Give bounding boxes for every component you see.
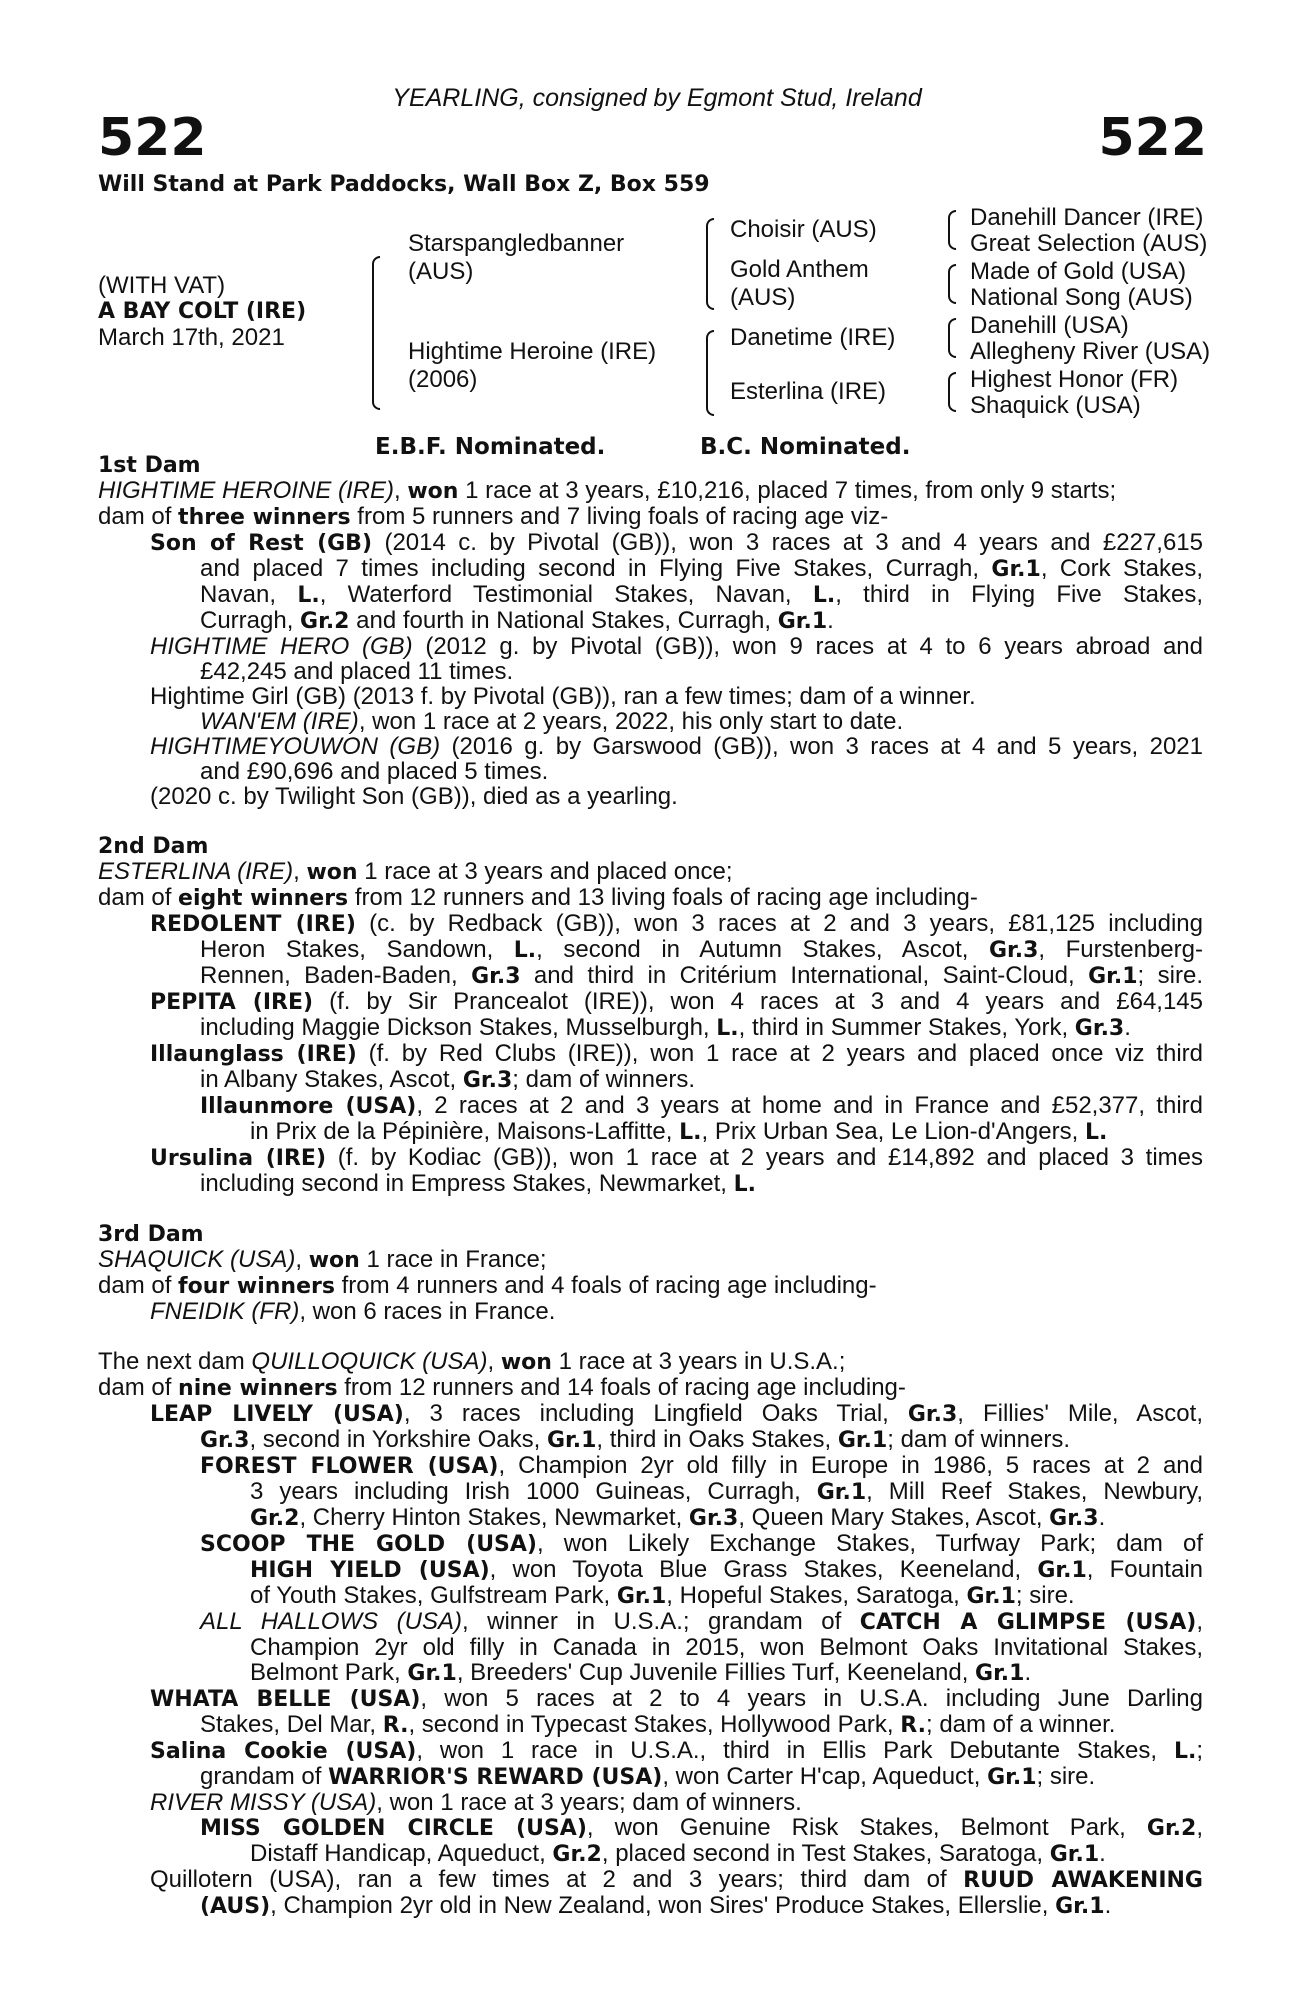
redolent-b: Heron Stakes, Sandown, L., second in Autumn Stakes, Ascot, Gr.3, Furstenberg- (200, 936, 1203, 963)
illaunmore: Illaunmore (USA), 2 races at 2 and 3 years at home and in France and £52,377, third (200, 1092, 1203, 1119)
whata-belle: WHATA BELLE (USA), won 5 races at 2 to 4 years in U.S.A. including June Darling (150, 1685, 1203, 1712)
forest-flower-c: Gr.2, Cherry Hinton Stakes, Newmarket, Gr.3, Queen Mary Stakes, Ascot, Gr.3. (250, 1504, 1106, 1531)
dam-name: Hightime Heroine (IRE) (408, 338, 657, 365)
catch-a-glimpse-b: Belmont Park, Gr.1, Breeders' Cup Juvenile Fillies Turf, Keeneland, Gr.1. (250, 1659, 1032, 1686)
redolent: REDOLENT (IRE) (c. by Redback (GB)), won 3 races at 2 and 3 years, £81,125 including (150, 910, 1204, 937)
illaunglass: Illaunglass (IRE) (f. by Red Clubs (IRE)), won 1 race at 2 years and placed once viz third (150, 1040, 1204, 1067)
produce-3b: WAN'EM (IRE), won 1 race at 2 years, 2022, his only start to date. (200, 708, 904, 735)
third-dam-heading: 3rd Dam (98, 1222, 204, 1247)
g3-8: Shaquick (USA) (970, 392, 1141, 419)
sire-dam-name: Gold Anthem (730, 256, 869, 283)
brace-g3-4 (948, 372, 956, 412)
ursulina: Ursulina (IRE) (f. by Kodiac (GB)), won 1 race at 2 years and £14,892 and placed 3 times (150, 1144, 1204, 1171)
third-dam-produce: dam of four winners from 4 runners and 4 foals of racing age including- (98, 1272, 877, 1299)
catalogue-text (98, 453, 1203, 1919)
third-dam-line: SHAQUICK (USA), won 1 race in France; (98, 1246, 547, 1273)
sire-country: (AUS) (408, 258, 474, 285)
lot-number-left: 522 (98, 108, 207, 168)
vat-note: (WITH VAT) (98, 272, 226, 299)
g3-4: National Song (AUS) (970, 284, 1193, 311)
dam-dam: Esterlina (IRE) (730, 378, 887, 405)
g3-3: Made of Gold (USA) (970, 258, 1187, 285)
produce-4b: and £90,696 and placed 5 times. (200, 758, 549, 785)
ursulina-b: including second in Empress Stakes, Newmarket, L. (200, 1170, 756, 1197)
horse-name: A BAY COLT (IRE) (98, 299, 307, 324)
g3-6: Allegheny River (USA) (970, 338, 1211, 365)
bc-nomination: B.C. Nominated. (700, 434, 911, 460)
sire-dam-country: (AUS) (730, 284, 796, 311)
brace-g3-3 (948, 318, 956, 358)
produce-2b: £42,245 and placed 11 times. (200, 658, 514, 685)
miss-golden-circle: MISS GOLDEN CIRCLE (USA), won Genuine Risk Stakes, Belmont Park, Gr.2, (200, 1814, 1203, 1841)
produce-5: (2020 c. by Twilight Son (GB)), died as a yearling. (150, 783, 678, 810)
high-yield-b: of Youth Stakes, Gulfstream Park, Gr.1, Hopeful Stakes, Saratoga, Gr.1; sire. (250, 1582, 1075, 1609)
lot-number-right: 522 (1098, 108, 1207, 168)
redolent-c: Rennen, Baden-Baden, Gr.3 and third in Critérium International, Saint-Cloud, Gr.1; sire. (200, 962, 1203, 989)
produce-1d: Curragh, Gr.2 and fourth in National Stakes, Curragh, Gr.1. (200, 607, 834, 634)
dam-year: (2006) (408, 366, 478, 393)
illaunmore-b: in Prix de la Pépinière, Maisons-Laffitte, L., Prix Urban Sea, Le Lion-d'Angers, L. (250, 1118, 1108, 1145)
sire-name: Starspangledbanner (408, 230, 625, 257)
stand-location: Will Stand at Park Paddocks, Wall Box Z, Box 559 (98, 172, 710, 197)
brace-sire (706, 218, 714, 310)
forest-flower-b: 3 years including Irish 1000 Guineas, Curragh, Gr.1, Mill Reef Stakes, Newbury, (250, 1478, 1204, 1505)
g3-5: Danehill (USA) (970, 312, 1129, 339)
sire-sire: Choisir (AUS) (730, 216, 877, 243)
g3-2: Great Selection (AUS) (970, 230, 1208, 257)
produce-2: HIGHTIME HERO (GB) (2012 g. by Pivotal (GB)), won 9 races at 4 to 6 years abroad and (150, 633, 1204, 660)
forest-flower: FOREST FLOWER (USA), Champion 2yr old filly in Europe in 1986, 5 races at 2 and (200, 1452, 1204, 1479)
quillotern: Quillotern (USA), ran a few times at 2 and 3 years; third dam of RUUD AWAKENING (150, 1866, 1203, 1893)
g3-7: Highest Honor (FR) (970, 366, 1179, 393)
salina-cookie: Salina Cookie (USA), won 1 race in U.S.A., third in Ellis Park Debutante Stakes, L.; (150, 1737, 1203, 1764)
next-dam-produce: dam of nine winners from 12 runners and 14 foals of racing age including- (98, 1374, 906, 1401)
brace-g3-1 (948, 210, 956, 250)
second-dam-heading: 2nd Dam (98, 834, 209, 859)
consignment-line: YEARLING, consigned by Egmont Stud, Ireland (392, 84, 922, 112)
produce-1b: and placed 7 times including second in Flying Five Stakes, Curragh, Gr.1, Cork Stakes, (200, 555, 1203, 582)
first-dam-produce: dam of three winners from 5 runners and 7 living foals of racing age viz- (98, 503, 889, 530)
pepita: PEPITA (IRE) (f. by Sir Prancealot (IRE)), won 4 races at 3 and 4 years and £64,145 (150, 988, 1203, 1015)
all-hallows: ALL HALLOWS (USA), winner in U.S.A.; grandam of CATCH A GLIMPSE (USA), (200, 1608, 1203, 1635)
brace-main (372, 256, 380, 410)
salina-cookie-b: grandam of WARRIOR'S REWARD (USA), won Carter H'cap, Aqueduct, Gr.1; sire. (200, 1763, 1096, 1790)
catch-a-glimpse: Champion 2yr old filly in Canada in 2015, won Belmont Oaks Invitational Stakes, (250, 1634, 1203, 1661)
second-dam-line: ESTERLINA (IRE), won 1 race at 3 years and placed once; (98, 858, 733, 885)
first-dam-heading: 1st Dam (98, 453, 201, 478)
high-yield: HIGH YIELD (USA), won Toyota Blue Grass Stakes, Keeneland, Gr.1, Fountain (250, 1556, 1203, 1583)
produce-1: Son of Rest (GB) (2014 c. by Pivotal (GB)), won 3 races at 3 and 4 years and £227,615 (150, 529, 1203, 556)
first-dam-line: HIGHTIME HEROINE (IRE), won 1 race at 3 years, £10,216, placed 7 times, from only 9 starts; (98, 477, 1117, 504)
fneidik: FNEIDIK (FR), won 6 races in France. (150, 1298, 556, 1325)
miss-golden-circle-b: Distaff Handicap, Aqueduct, Gr.2, placed second in Test Stakes, Saratoga, Gr.1. (250, 1840, 1106, 1867)
next-dam-line: The next dam QUILLOQUICK (USA), won 1 race at 3 years in U.S.A.; (98, 1348, 846, 1375)
ebf-nomination: E.B.F. Nominated. (375, 434, 606, 460)
second-dam-produce: dam of eight winners from 12 runners and 13 living foals of racing age including- (98, 884, 978, 911)
leap-lively-b: Gr.3, second in Yorkshire Oaks, Gr.1, third in Oaks Stakes, Gr.1; dam of winners. (200, 1426, 1070, 1453)
pepita-b: including Maggie Dickson Stakes, Musselburgh, L., third in Summer Stakes, York, Gr.3. (200, 1014, 1131, 1041)
leap-lively: LEAP LIVELY (USA), 3 races including Lingfield Oaks Trial, Gr.3, Fillies' Mile, Ascot, (150, 1400, 1203, 1427)
illaunglass-b: in Albany Stakes, Ascot, Gr.3; dam of winners. (200, 1066, 696, 1093)
produce-4: HIGHTIMEYOUWON (GB) (2016 g. by Garswood (GB)), won 3 races at 4 and 5 years, 2021 (150, 733, 1203, 760)
foaling-date: March 17th, 2021 (98, 324, 285, 351)
river-missy: RIVER MISSY (USA), won 1 race at 3 years; dam of winners. (150, 1789, 802, 1816)
produce-3: Hightime Girl (GB) (2013 f. by Pivotal (GB)), ran a few times; dam of a winner. (150, 683, 976, 710)
g3-1: Danehill Dancer (IRE) (970, 204, 1204, 231)
brace-g3-2 (948, 264, 956, 304)
ruud-awakening: (AUS), Champion 2yr old in New Zealand, won Sires' Produce Stakes, Ellerslie, Gr.1. (200, 1892, 1112, 1919)
produce-1c: Navan, L., Waterford Testimonial Stakes, Navan, L., third in Flying Five Stakes, (200, 581, 1203, 608)
whata-belle-b: Stakes, Del Mar, R., second in Typecast Stakes, Hollywood Park, R.; dam of a winner. (200, 1711, 1116, 1738)
brace-dam (706, 330, 714, 416)
dam-sire: Danetime (IRE) (730, 324, 896, 351)
scoop-the-gold: SCOOP THE GOLD (USA), won Likely Exchange Stakes, Turfway Park; dam of (200, 1530, 1203, 1557)
